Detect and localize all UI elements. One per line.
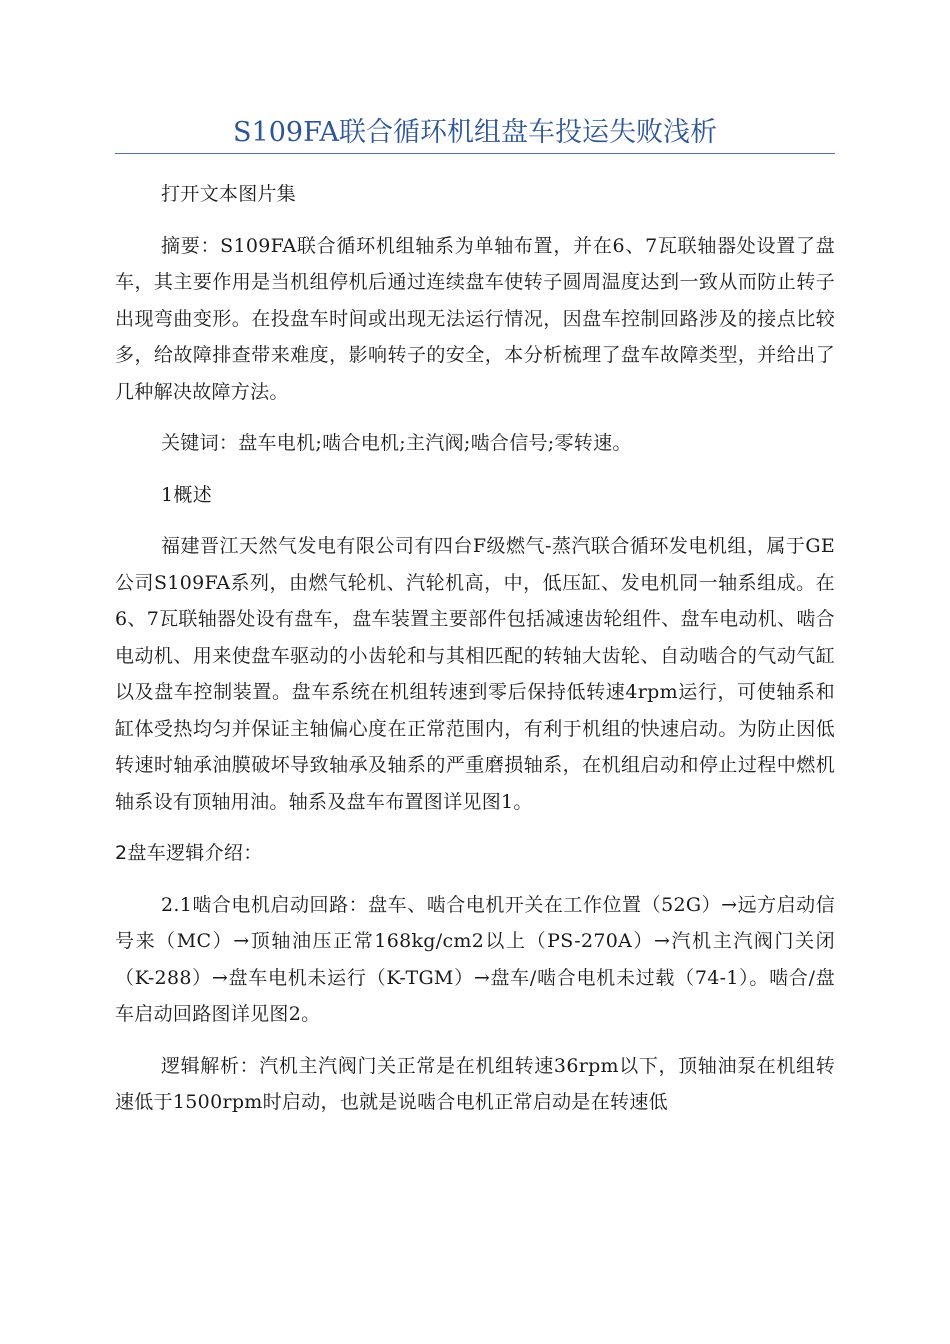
- section-1-heading: 1概述: [161, 483, 212, 506]
- page-title: S109FA联合循环机组盘车投运失败浅析: [233, 117, 717, 148]
- abstract-paragraph: 摘要：S109FA联合循环机组轴系为单轴布置，并在6、7瓦联轴器处设置了盘车，其主要作用是当机组停机后通过连续盘车使转子圆周温度达到一致从而防止转子出现弯曲变形。在投盘车时间或出现无法运行情况，因盘车控制回路涉及的接点比较多，给故障排查带来难度，影响转子的安全，本分析梳理了盘车故障类型，并给出了几种解决故障方法。: [115, 234, 835, 403]
- keywords-paragraph: 关键词：盘车电机;啮合电机;主汽阀;啮合信号;零转速。: [161, 432, 632, 454]
- logic-analysis-paragraph: 逻辑解析：汽机主汽阀门关正常是在机组转速36rpm以下，顶轴油泵在机组转速低于1500rpm时启动，也就是说啮合电机正常启动是在转速低: [115, 1054, 835, 1113]
- section-1-paragraph: 福建晋江天然气发电有限公司有四台F级燃气-蒸汽联合循环发电机组，属于GE公司S109FA系列，由燃气轮机、汽轮机高，中，低压缸、发电机同一轴系组成。在6、7瓦联轴器处设有盘车，盘车装置主要部件包括减速齿轮组件、盘车电动机、啮合电动机、用来使盘车驱动的小齿轮和与其相匹配的转轴大齿轮、自动啮合的气动气缸以及盘车控制装置。盘车系统在机组转速到零后保持低转速4rpm运行，可使轴系和缸体受热均匀并保证主轴偏心度在正常范围内，有利于机组的快速启动。为防止因低转速时轴承油膜破坏导致轴承及轴系的严重磨损轴系，在机组启动和停止过程中燃机轴系设有顶轴用油。轴系及盘车布置图详见图1。: [115, 535, 835, 813]
- section-2-1-paragraph: 2.1啮合电机启动回路：盘车、啮合电机开关在工作位置（52G）→远方启动信号来（MC）→顶轴油压正常168kg/cm2以上（PS-270A）→汽机主汽阀门关闭（K-288）→盘车电机未运行（K-TGM）→盘车/啮合电机未过载（74-1）。啮合/盘车启动回路图详见图2。: [115, 893, 835, 1025]
- document-body: [115, 176, 835, 1136]
- open-image-set-link[interactable]: 打开文本图片集: [161, 183, 297, 205]
- section-2-heading: 2盘车逻辑介绍：: [115, 842, 263, 864]
- title-divider: [115, 153, 835, 154]
